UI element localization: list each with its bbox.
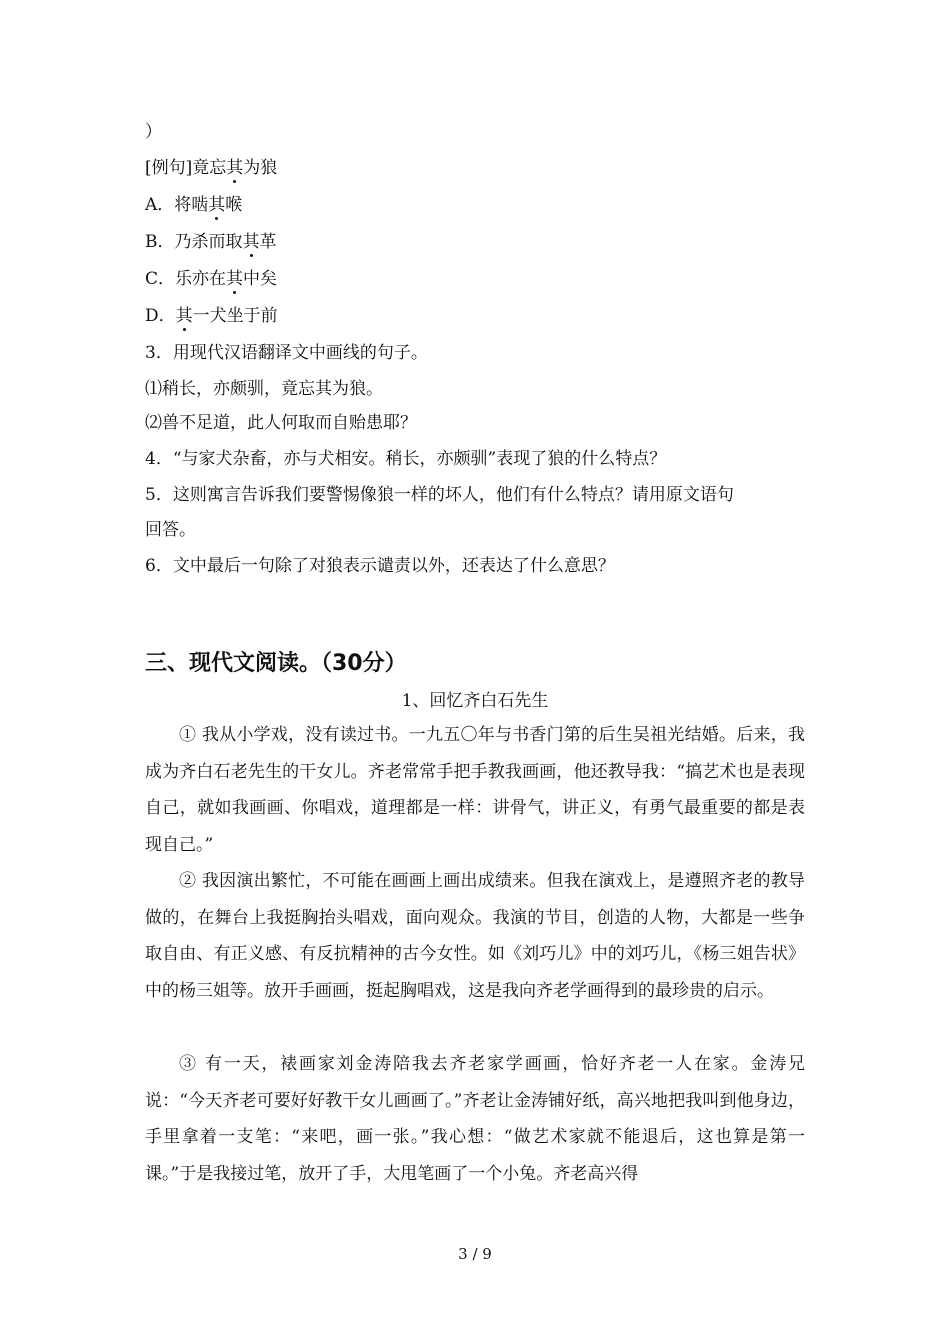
question-3-2: ⑵兽不足道，此人何取而自贻患耶？ [145, 413, 417, 433]
question-5-line-2: 回答。 [145, 520, 196, 540]
option-d: D．其一犬坐于前 [145, 306, 278, 326]
emphasis-dot-char: 其 [175, 306, 193, 326]
page-number: 3 / 9 [458, 1245, 492, 1263]
paragraph-2: ② 我因演出繁忙，不可能在画画上画出成绩来。但我在演戏上，是遵照齐老的教导做的，在舞台上我挺胸抬头唱戏，面向观众。我演的节目，创造的人物，大都是一些争取自由、有正义感、有反抗精神的古今女性。如《刘巧儿》中的刘巧儿，《杨三姐告状》中的杨三姐等。放开手画画，挺起胸唱戏，这是我向齐老学画得到的最珍贵的启示。 [145, 871, 805, 1001]
emphasis-dot-char: 其 [208, 195, 226, 215]
question-5-line-1: 5．这则寓言告诉我们要警惕像狼一样的坏人，他们有什么特点？请用原文语句 [145, 485, 734, 505]
example-sentence: [例句]竟忘其为狼 [145, 158, 278, 178]
emphasis-dot-char: 其 [226, 269, 244, 289]
question-3: 3．用现代汉语翻译文中画线的句子。 [145, 343, 428, 363]
question-3-1: ⑴稍长，亦颇驯，竟忘其为狼。 [145, 379, 383, 399]
emphasis-dot-char: 其 [226, 158, 244, 178]
emphasis-dot-char: 其 [242, 232, 260, 252]
question-6: 6．文中最后一句除了对狼表示谴责以外，还表达了什么意思？ [145, 556, 615, 576]
paragraph-3: ③ 有一天，裱画家刘金涛陪我去齐老家学画画，恰好齐老一人在家。金涛兄说：“今天齐老可要好好教干女儿画画了。”齐老让金涛铺好纸，高兴地把我叫到他身边，手里拿着一支笔：“来吧，画一张。”我心想：“做艺术家就不能退后，这也算是第一课。”于是我接过笔，放开了手，大甩笔画了一个小兔。齐老高兴得 [145, 1054, 805, 1184]
option-b: B．乃杀而取其革 [145, 232, 277, 252]
paren-close: ） [145, 122, 162, 142]
option-a: A．将啮其喉 [145, 195, 243, 215]
question-4: 4．“与家犬杂畜，亦与犬相安。稍长，亦颇驯”表现了狼的什么特点？ [145, 449, 667, 469]
paragraph-1: ① 我从小学戏，没有读过书。一九五〇年与书香门第的后生吴祖光结婚。后来，我成为齐白石老先生的干女儿。齐老常常手把手教我画画，他还教导我：“搞艺术也是表现自己，就如我画画、你唱戏，道理都是一样：讲骨气，讲正义，有勇气最重要的都是表现自己。” [145, 725, 805, 855]
article-title: 1、回忆齐白石先生 [401, 691, 549, 711]
option-c: C．乐亦在其中矣 [145, 269, 278, 289]
section-title: 三、现代文阅读。（30分） [145, 651, 407, 676]
